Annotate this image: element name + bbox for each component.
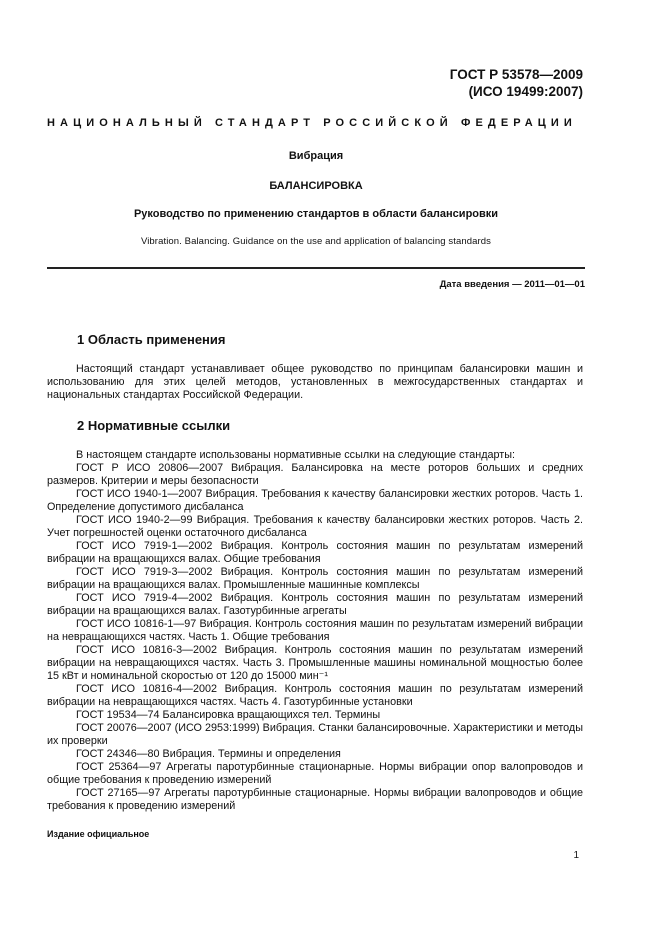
reference-item: ГОСТ ИСО 7919-3—2002 Вибрация. Контроль состояния машин по результатам измерений вибрации на вращающихся валах. Промышленные машинные комплексы xyxy=(47,566,583,591)
reference-item: ГОСТ ИСО 1940-1—2007 Вибрация. Требования к качеству балансировки жестких роторов. Часть 1. Определение допустимого дисбаланса xyxy=(47,488,583,513)
section-2-heading: 2 Нормативные ссылки xyxy=(77,418,231,433)
reference-item: ГОСТ ИСО 1940-2—99 Вибрация. Требования к качеству балансировки жестких роторов. Часть 2. Учет погрешностей оценки остаточного дисбаланса xyxy=(47,514,583,539)
reference-item: ГОСТ ИСО 10816-3—2002 Вибрация. Контроль состояния машин по результатам измерений вибрации на невращающихся частях. Часть 3. Промышленные машины номинальной мощностью более 15 кВт и номинальной скоростью от 120 до 15000 мин⁻¹ xyxy=(47,644,583,682)
section-1-heading: 1 Область применения xyxy=(77,332,226,347)
title-divider xyxy=(47,267,585,269)
reference-item: ГОСТ ИСО 10816-4—2002 Вибрация. Контроль состояния машин по результатам измерений вибрации на невращающихся частях. Часть 4. Газотурбинные установки xyxy=(47,683,583,708)
document-number-block xyxy=(450,66,583,100)
gost-number: ГОСТ Р 53578—2009 xyxy=(449,67,583,82)
english-title: Vibration. Balancing. Guidance on the use and application of balancing standards xyxy=(140,236,492,247)
reference-item: ГОСТ 19534—74 Балансировка вращающихся тел. Термины xyxy=(76,709,381,721)
reference-item: ГОСТ Р ИСО 20806—2007 Вибрация. Балансировка на месте роторов больших и средних размеров. Критерии и меры безопасности xyxy=(47,462,583,487)
document-title: БАЛАНСИРОВКА xyxy=(269,180,363,192)
subject-heading: Вибрация xyxy=(288,150,344,162)
normative-references xyxy=(47,449,583,813)
reference-item: ГОСТ 24346—80 Вибрация. Термины и определения xyxy=(76,748,341,760)
references-intro: В настоящем стандарте использованы нормативные ссылки на следующие стандарты: xyxy=(76,449,515,461)
national-standard-title: НАЦИОНАЛЬНЫЙ СТАНДАРТ РОССИЙСКОЙ ФЕДЕРАЦИИ xyxy=(47,117,577,129)
official-edition-note: Издание официальное xyxy=(47,829,150,839)
reference-item: ГОСТ 27165—97 Агрегаты паротурбинные стационарные. Нормы вибрации валопроводов и общие требования к проведению измерений xyxy=(47,787,583,812)
iso-number: (ИСО 19499:2007) xyxy=(468,84,583,99)
introduction-date: Дата введения — 2011—01—01 xyxy=(439,279,585,290)
document-subtitle: Руководство по применению стандартов в области балансировки xyxy=(133,208,499,220)
reference-item: ГОСТ ИСО 7919-1—2002 Вибрация. Контроль состояния машин по результатам измерений вибрации на вращающихся валах. Общие требования xyxy=(47,540,583,565)
reference-item: ГОСТ 20076—2007 (ИСО 2953:1999) Вибрация. Станки балансировочные. Характеристики и методы их проверки xyxy=(47,722,583,747)
page-number: 1 xyxy=(573,850,579,861)
reference-item: ГОСТ ИСО 10816-1—97 Вибрация. Контроль состояния машин по результатам измерений вибрации на невращающихся частях. Часть 1. Общие требования xyxy=(47,618,583,643)
reference-item: ГОСТ ИСО 7919-4—2002 Вибрация. Контроль состояния машин по результатам измерений вибрации на вращающихся валах. Газотурбинные агрегаты xyxy=(47,592,583,617)
section-1-text: Настоящий стандарт устанавливает общее руководство по принципам балансировки машин и использованию для этих целей методов, установленных в межгосударственных стандартах и национальных стандартах Российской Федерации. xyxy=(47,363,583,401)
reference-item: ГОСТ 25364—97 Агрегаты паротурбинные стационарные. Нормы вибрации опор валопроводов и общие требования к проведению измерений xyxy=(47,761,583,786)
